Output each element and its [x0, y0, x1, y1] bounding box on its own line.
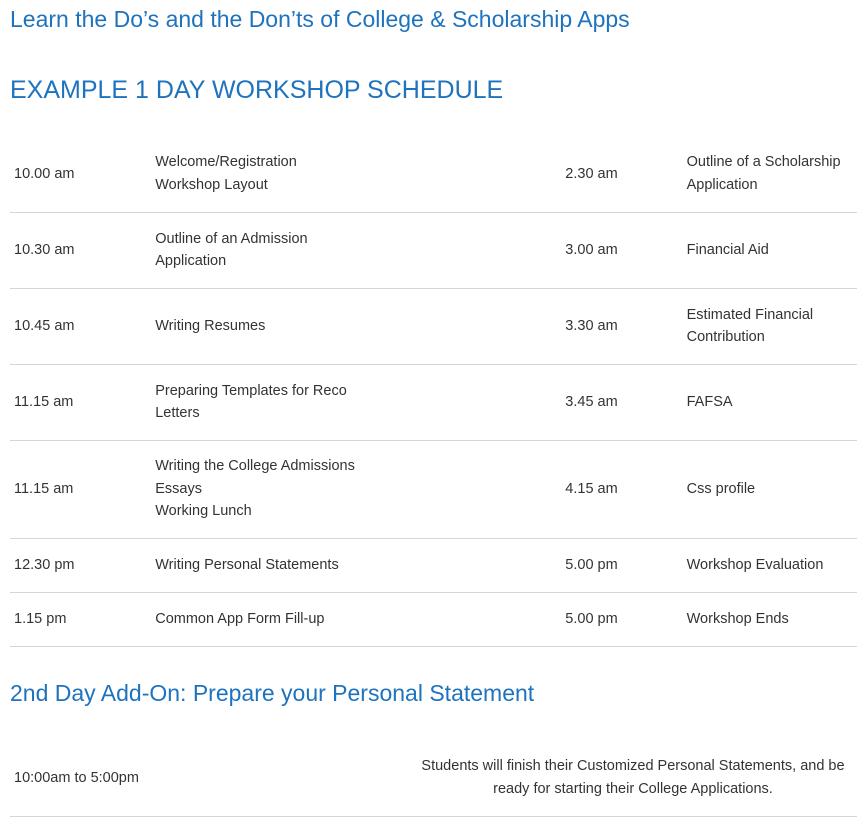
afternoon-activity-line: Financial Aid [686, 241, 769, 258]
afternoon-activity [687, 212, 857, 288]
morning-time: 11.15 am [14, 393, 74, 410]
afternoon-activity-line: Estimated Financial [686, 306, 814, 323]
afternoon-time: 2.30 am [565, 165, 618, 182]
morning-time: 10.00 am [14, 165, 75, 182]
table-row [10, 136, 857, 212]
morning-activity-line: Letters [155, 405, 200, 421]
addon-description-line: ready for starting their College Applications. [493, 780, 773, 797]
morning-activity-line: Workshop Layout [155, 176, 268, 193]
addon-description [409, 740, 857, 816]
afternoon-time: 5.00 pm [565, 556, 618, 573]
table-row [10, 440, 857, 538]
afternoon-activity-line: Workshop Evaluation [686, 556, 824, 573]
morning-activity-line: Welcome/Registration [155, 154, 297, 171]
addon-heading: 2nd Day Add-On: Prepare your Personal Statement [10, 680, 535, 706]
schedule-heading: EXAMPLE 1 DAY WORKSHOP SCHEDULE [10, 76, 504, 104]
afternoon-activity-line: Contribution [686, 329, 765, 345]
morning-activity [155, 440, 565, 538]
morning-activity-line: Writing the College Admissions [155, 458, 355, 475]
table-row [10, 740, 857, 816]
morning-time: 11.15 am [14, 480, 74, 497]
morning-activity-line: Working Lunch [155, 503, 252, 520]
afternoon-time: 4.15 am [565, 480, 618, 497]
afternoon-time: 3.30 am [565, 317, 618, 334]
addon-table [10, 740, 857, 817]
morning-time: 1.15 pm [14, 610, 67, 627]
table-row [10, 538, 857, 592]
morning-activity-line: Writing Resumes [155, 317, 266, 334]
afternoon-activity [687, 364, 857, 440]
afternoon-activity [687, 136, 857, 212]
addon-time: 10:00am to 5:00pm [14, 769, 139, 786]
morning-time: 10.30 am [14, 241, 75, 258]
afternoon-activity-line: Css profile [686, 480, 756, 497]
morning-activity-line: Writing Personal Statements [155, 556, 339, 573]
table-row [10, 364, 857, 440]
afternoon-activity [687, 288, 857, 364]
morning-activity-line: Essays [155, 480, 202, 497]
afternoon-activity-line: Application [686, 176, 758, 193]
afternoon-activity [687, 592, 857, 646]
morning-activity [155, 136, 565, 212]
afternoon-activity [687, 538, 857, 592]
morning-activity [155, 288, 565, 364]
morning-activity [155, 538, 565, 592]
morning-activity [155, 364, 565, 440]
schedule-table [10, 136, 857, 647]
afternoon-activity-line: Outline of a Scholarship [686, 154, 841, 171]
afternoon-activity-line: FAFSA [686, 393, 733, 410]
afternoon-time: 5.00 pm [565, 610, 618, 627]
morning-activity-line: Preparing Templates for Reco [155, 382, 347, 399]
page-title: Learn the Do’s and the Don’ts of College & Scholarship Apps [10, 6, 630, 32]
afternoon-activity-line: Workshop Ends [686, 610, 789, 627]
morning-activity [155, 212, 565, 288]
table-row [10, 592, 857, 646]
afternoon-time: 3.45 am [565, 393, 618, 410]
morning-activity-line: Common App Form Fill-up [155, 610, 325, 627]
afternoon-time: 3.00 am [565, 241, 618, 258]
addon-description-line: Students will finish their Customized Personal Statements, and be [421, 758, 845, 775]
table-row [10, 288, 857, 364]
morning-time: 10.45 am [14, 317, 75, 334]
morning-activity-line: Outline of an Admission [155, 230, 308, 247]
afternoon-activity [687, 440, 857, 538]
table-row [10, 212, 857, 288]
morning-time: 12.30 pm [14, 556, 75, 573]
morning-activity-line: Application [155, 253, 227, 269]
morning-activity [155, 592, 565, 646]
